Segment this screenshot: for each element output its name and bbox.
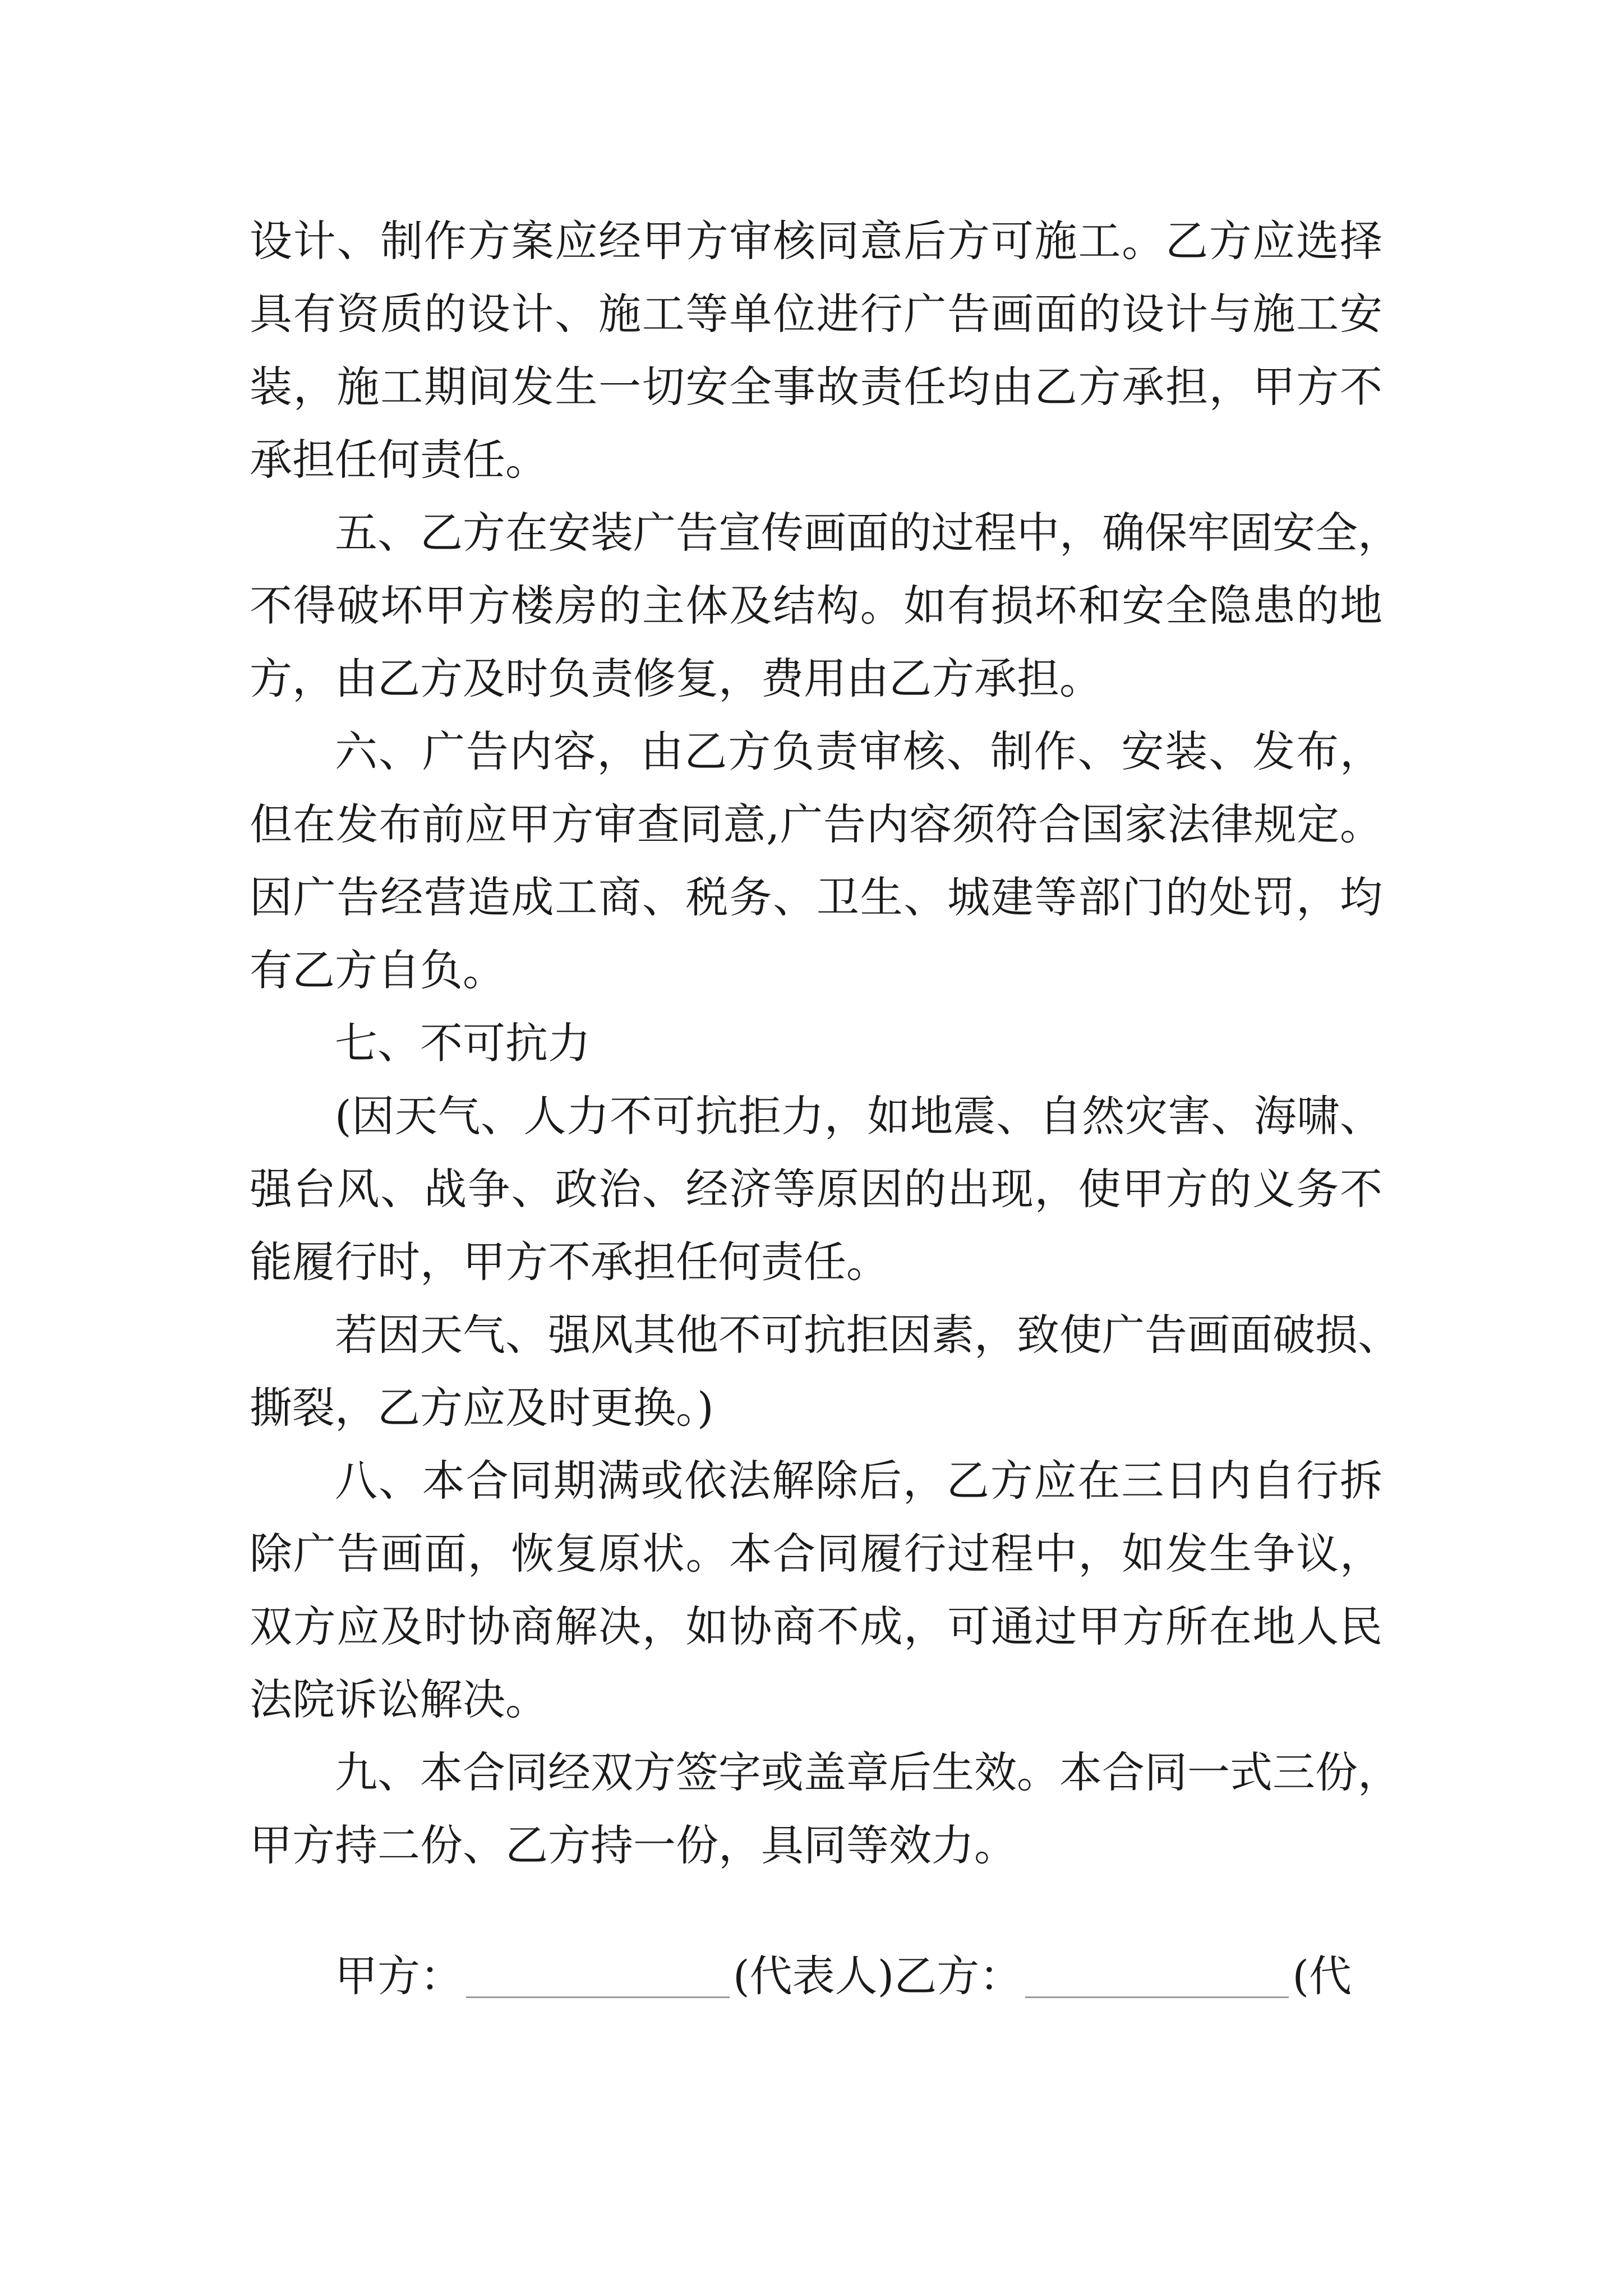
paragraph-line: 强台风、战争、政治、经济等原因的出现，使甲方的义务不 xyxy=(250,1164,1382,1214)
paragraph-line: 设计、制作方案应经甲方审核同意后方可施工。乙方应选择 xyxy=(250,216,1382,266)
paragraph-line: 方，由乙方及时负责修复，费用由乙方承担。 xyxy=(250,654,1102,703)
paragraph-line: 能履行时，甲方不承担任何责任。 xyxy=(250,1237,889,1287)
clause-nine-line: 九、本合同经双方签字或盖章后生效。本合同一式三份， xyxy=(335,1747,1400,1797)
paragraph-line: (因天气、人力不可抗拒力，如地震、自然灾害、海啸、 xyxy=(335,1091,1382,1141)
party-b-signature-field[interactable] xyxy=(1025,1955,1289,1998)
paragraph-line: 装，施工期间发生一切安全事故责任均由乙方承担，甲方不 xyxy=(250,362,1382,412)
clause-seven-heading: 七、不可抗力 xyxy=(335,1018,591,1068)
paragraph-line: 因广告经营造成工商、税务、卫生、城建等部门的处罚，均 xyxy=(250,872,1382,922)
trailing-text: (代 xyxy=(1292,1951,1352,2001)
party-a-signature-field[interactable] xyxy=(466,1955,730,1998)
paragraph-line: 不得破坏甲方楼房的主体及结构。如有损坏和安全隐患的地 xyxy=(250,581,1382,631)
representative-label: (代表人)乙方： xyxy=(733,1951,1022,2001)
paragraph-line: 撕裂，乙方应及时更换。) xyxy=(250,1383,714,1433)
clause-eight-line: 八、本合同期满或依法解除后，乙方应在三日内自行拆 xyxy=(335,1456,1382,1506)
paragraph-line: 具有资质的设计、施工等单位进行广告画面的设计与施工安 xyxy=(250,289,1382,339)
paragraph-line: 若因天气、强风其他不可抗拒因素，致使广告画面破损、 xyxy=(335,1310,1400,1360)
paragraph-line: 承担任何责任。 xyxy=(250,435,548,485)
paragraph-line: 但在发布前应甲方审查同意,广告内容须符合国家法律规定。 xyxy=(250,799,1382,849)
paragraph-line: 双方应及时协商解决，如协商不成，可通过甲方所在地人民 xyxy=(250,1602,1382,1651)
paragraph-line: 有乙方自负。 xyxy=(250,945,505,995)
paragraph-line: 甲方持二份、乙方持一份，具同等效力。 xyxy=(250,1820,1017,1870)
clause-five-line: 五、乙方在安装广告宣传画面的过程中，确保牢固安全， xyxy=(335,508,1400,558)
paragraph-line: 法院诉讼解决。 xyxy=(250,1674,548,1724)
signature-line xyxy=(335,1940,1382,2013)
paragraph-line: 除广告画面，恢复原状。本合同履行过程中，如发生争议， xyxy=(250,1529,1382,1579)
party-a-label: 甲方： xyxy=(335,1951,463,2001)
clause-six-line: 六、广告内容，由乙方负责审核、制作、安装、发布， xyxy=(335,726,1382,776)
